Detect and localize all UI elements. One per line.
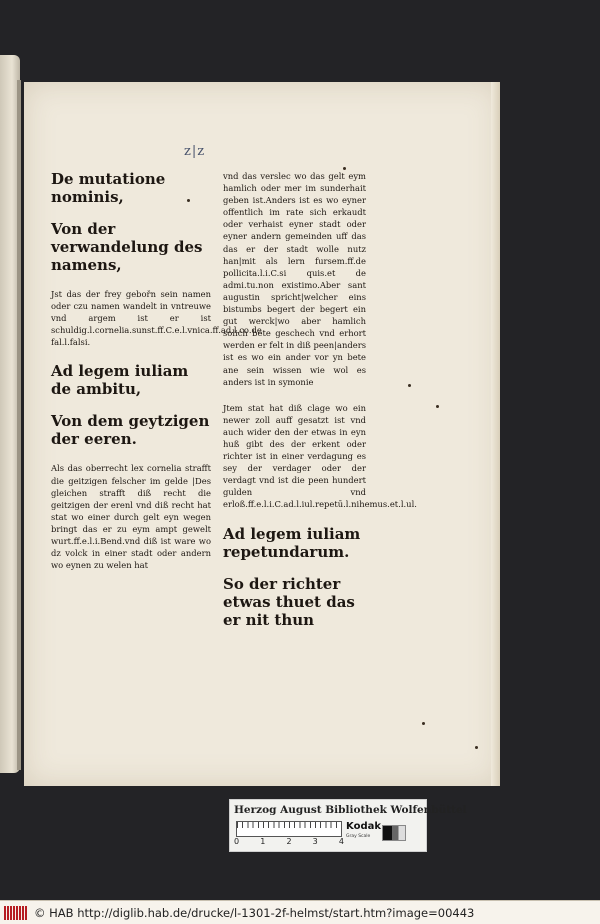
- section-heading: Von der verwandelung des namens,: [51, 220, 203, 274]
- library-name: Herzog August Bibliothek Wolfenbüttel: [234, 804, 467, 816]
- text-paragraph: Jtem stat hat diß clage wo ein newer zoll auff gesatzt ist vnd auch wider den der etwas in eyn huß gibt des der erkent oder richter ist in einer verdagung es sey der verdager oder der verdagt vnd ist die peen hundert gulden vnd erloß.ff.e.l.i.C.ad.l.iul.repetū.l.nihemus.et.l.ul.: [223, 402, 417, 510]
- right-text-column: [223, 170, 417, 643]
- text-paragraph: Als das oberrecht lex cornelia strafft die geitzigen felscher im gelde |Des gleichen strafft diß recht die geitzigen der erenl vnd diß recht hat stat wo einer durch gelt eyn wegen bringt das er zu eym ampt gewelt wurt.ff.e.l.i.Bend.vnd diß ist ware wo dz volck in einer stadt oder andern wo eynen zu welen hat: [51, 463, 211, 571]
- ink-mark: [436, 405, 439, 408]
- section-heading: Ad legem iuliam repetundarum.: [223, 524, 361, 561]
- ink-mark: [187, 199, 190, 202]
- section-heading: Von dem geytzigen der eeren.: [51, 412, 210, 449]
- library-color-target: [229, 799, 467, 852]
- left-text-column: [51, 170, 262, 585]
- scale-ruler: [236, 821, 342, 837]
- hab-logo-icon: [4, 906, 28, 920]
- kodak-label: Kodak: [346, 821, 381, 832]
- ruler-number: 0: [234, 837, 240, 846]
- gray-scale-patches: [382, 825, 406, 841]
- ruler-ticks: [237, 822, 341, 828]
- section-heading: So der richter etwas thuet das er nit thun: [223, 574, 355, 629]
- gray-scale-label: Gray Scale: [346, 834, 371, 839]
- folio-mark: z|z: [184, 144, 206, 159]
- ink-mark: [475, 746, 478, 749]
- ruler-number: 2: [286, 837, 292, 846]
- ink-mark: [408, 384, 411, 387]
- ruler-number: 3: [312, 837, 318, 846]
- ink-mark: [343, 167, 346, 170]
- text-paragraph: Jst das der frey gebořn sein namen oder czu namen wandelt in vntreuwe vnd argem ist er ist schuldig.l.cornelia.sunst.ff.C.e.l.vnica.ff.ad.l.co.de fal.l.falsi.: [51, 289, 262, 348]
- ruler-number: 4: [338, 837, 344, 846]
- book-page: [24, 82, 500, 786]
- previous-page-shadow: [17, 80, 21, 770]
- page-edge-shading: [491, 82, 500, 786]
- copyright-url: © HAB http://diglib.hab.de/drucke/l-1301-2f-helmst/start.htm?image=00443: [34, 905, 475, 920]
- section-heading: Ad legem iuliam de ambitu,: [51, 362, 189, 399]
- ruler-numbers: [234, 837, 344, 846]
- ruler-number: 1: [260, 837, 266, 846]
- section-heading: De mutatione nominis,: [51, 170, 166, 206]
- text-paragraph: vnd das verslec wo das gelt eym hamlich oder mer im sunderhait geben ist.Anders ist es wo eyner offentlich im rate sich erkaudt oder verhaist eyner stadt oder eyner andern gemeinden uff das das er der stadt wolle nutz han|mit als lern fursem.ff.de pollicita.l.i.C.si quis.et de admi.tu.non existimo.Aber sant augustin spricht|welcher eins bistumbs begert der begert ein gut werck|wo aber hamlich solich bete geschech vnd erhort werden er felt in diß peen|anders ist es wo ein ander vor yn bete ane sein wissen wie wol es anders ist in symonie: [223, 171, 366, 387]
- ink-mark: [422, 722, 425, 725]
- status-bar: [0, 900, 600, 924]
